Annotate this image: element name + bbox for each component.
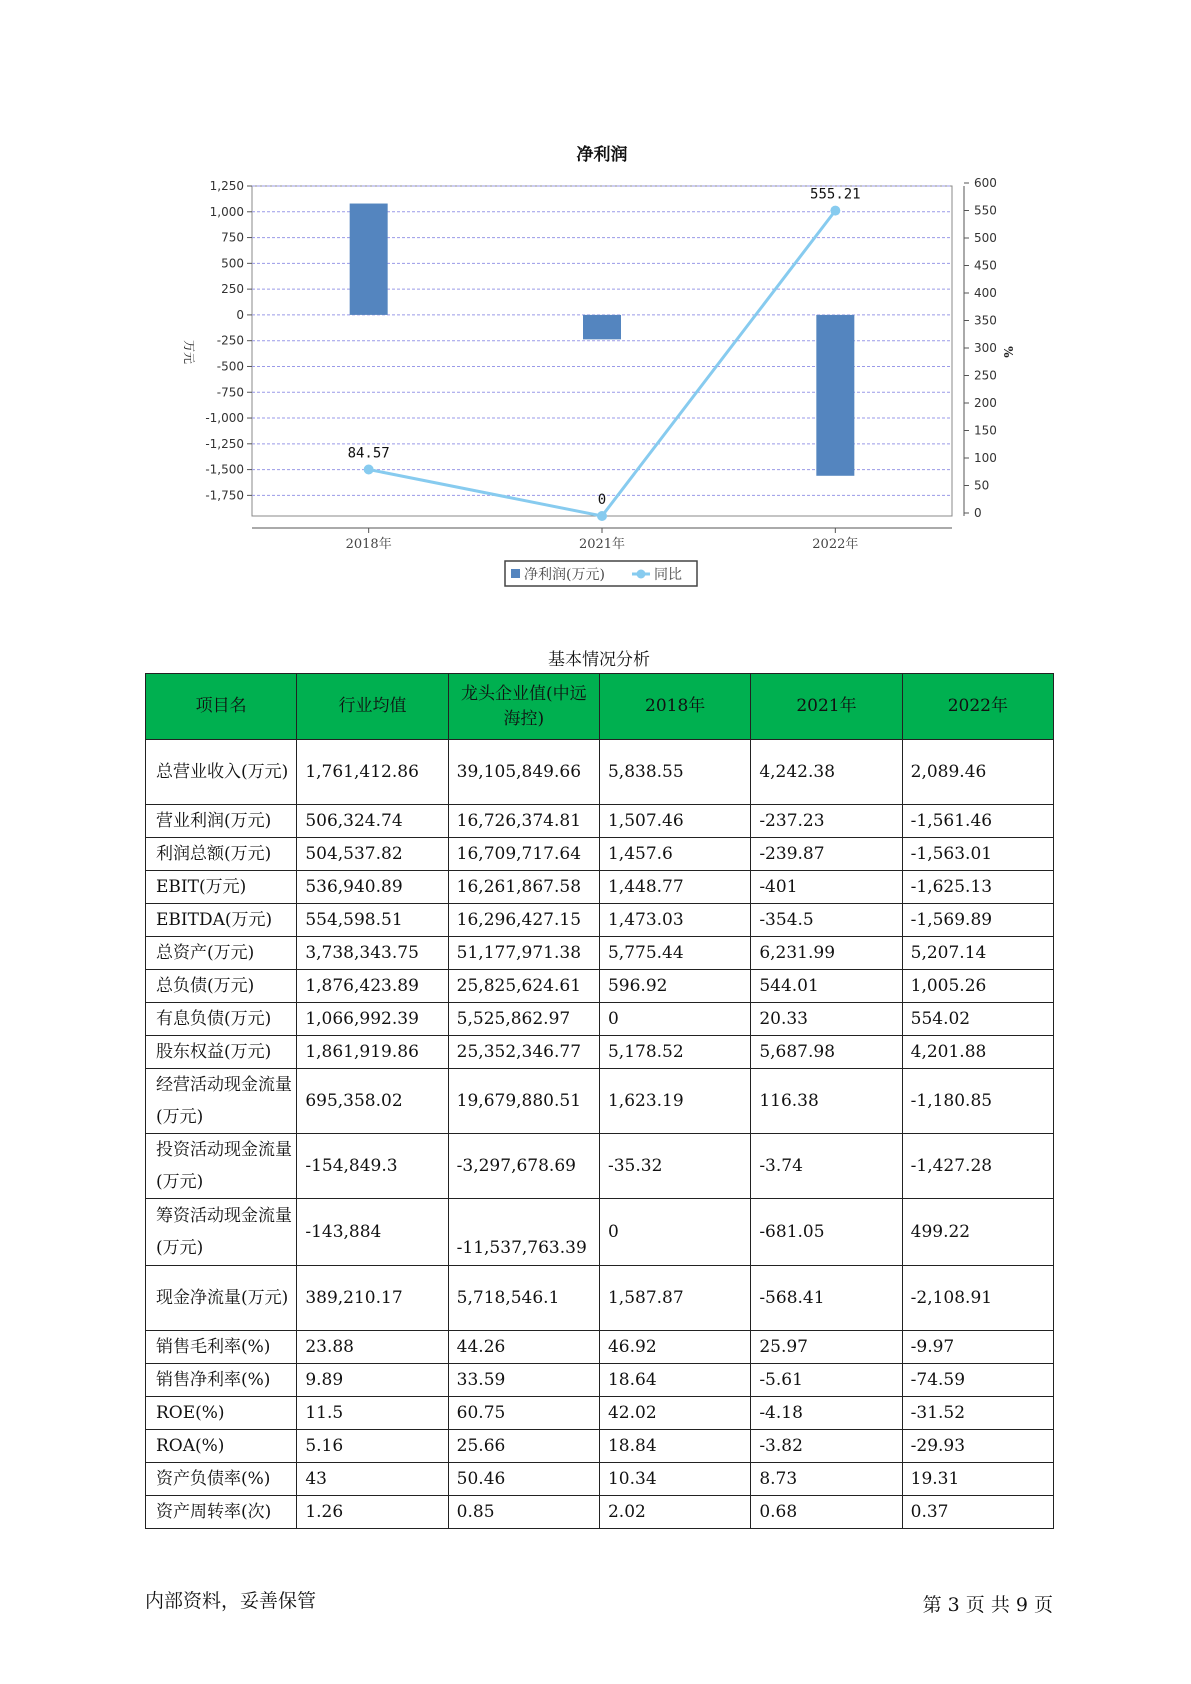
x-tick-label: 2018年 [345,537,392,552]
value-cell: 9.89 [297,1364,448,1397]
row-name-cell: 总营业收入(万元) [146,740,297,805]
bar [816,315,854,476]
value-cell: 1,066,992.39 [297,1003,448,1036]
value-cell: 18.64 [599,1364,750,1397]
y-tick-label: 750 [221,230,244,245]
row-name-cell: 有息负债(万元) [146,1003,297,1036]
chart-canvas [0,0,1191,600]
value-cell: 5,687.98 [751,1036,902,1069]
line-point [830,206,840,216]
value-cell: 2,089.46 [902,740,1053,805]
y2-tick-label: 50 [974,478,990,493]
y2-tick-label: 550 [974,203,997,218]
value-cell: -1,563.01 [902,838,1053,871]
header-cell: 2021年 [751,674,902,740]
value-cell: 16,726,374.81 [448,805,599,838]
y-tick-label: 0 [236,307,244,322]
value-cell: 536,940.89 [297,871,448,904]
net-profit-chart [0,0,1191,600]
value-cell: -74.59 [902,1364,1053,1397]
y-tick-label: -1,750 [205,488,244,503]
row-name-cell: ROE(%) [146,1397,297,1430]
value-cell: 5,207.14 [902,937,1053,970]
value-cell: 20.33 [751,1003,902,1036]
value-cell: 1,861,919.86 [297,1036,448,1069]
legend-label: 净利润(万元) [524,567,605,583]
value-cell: 19.31 [902,1463,1053,1496]
header-cell: 龙头企业值(中远海控) [448,674,599,740]
footer-page-number: 第 3 页 共 9 页 [922,1594,1053,1616]
value-cell: 25,825,624.61 [448,970,599,1003]
x-tick-label: 2022年 [812,537,859,552]
value-cell: 11.5 [297,1397,448,1430]
value-cell: 10.34 [599,1463,750,1496]
y-tick-label: -250 [216,333,244,348]
value-cell: -143,884 [297,1199,448,1266]
value-cell: 1,587.87 [599,1266,750,1331]
value-cell: 43 [297,1463,448,1496]
value-cell: -1,427.28 [902,1134,1053,1199]
table-row [146,740,1054,805]
value-cell: 19,679,880.51 [448,1069,599,1134]
value-cell: -239.87 [751,838,902,871]
value-cell: -2,108.91 [902,1266,1053,1331]
bar [583,315,621,339]
value-cell: 16,296,427.15 [448,904,599,937]
value-cell: 3,738,343.75 [297,937,448,970]
table-row [146,1003,1054,1036]
value-cell: 5,775.44 [599,937,750,970]
y2-tick-label: 500 [974,231,997,245]
value-cell: 1,623.19 [599,1069,750,1134]
value-cell: 544.01 [751,970,902,1003]
header-cell: 2018年 [599,674,750,740]
value-cell: 1,448.77 [599,871,750,904]
table-row [146,1069,1054,1134]
value-cell: -1,180.85 [902,1069,1053,1134]
value-cell: 8.73 [751,1463,902,1496]
value-cell: 25.97 [751,1331,902,1364]
table-row [146,970,1054,1003]
row-name-cell: 销售净利率(%) [146,1364,297,1397]
table-row [146,1364,1054,1397]
y2-tick-label: 200 [974,396,997,410]
row-name-cell: 经营活动现金流量(万元) [146,1069,297,1134]
table-row [146,1463,1054,1496]
value-cell: -3,297,678.69 [448,1134,599,1199]
row-name-cell: 利润总额(万元) [146,838,297,871]
value-cell: -1,561.46 [902,805,1053,838]
legend-swatch-bar [511,569,520,578]
value-cell: 16,709,717.64 [448,838,599,871]
value-cell: 5,178.52 [599,1036,750,1069]
basic-analysis-table [145,673,1054,1529]
y-tick-label: -750 [216,385,244,400]
value-cell: 4,201.88 [902,1036,1053,1069]
value-cell: 0 [599,1199,750,1266]
row-name-cell: EBIT(万元) [146,871,297,904]
table-row [146,1397,1054,1430]
value-cell: 596.92 [599,970,750,1003]
value-cell: 5,838.55 [599,740,750,805]
value-cell: 51,177,971.38 [448,937,599,970]
y2-tick-label: 0 [974,506,982,520]
value-cell: 554,598.51 [297,904,448,937]
value-cell: 1.26 [297,1496,448,1529]
value-cell: 16,261,867.58 [448,871,599,904]
row-name-cell: 筹资活动现金流量(万元) [146,1199,297,1266]
y-axis-label: 万元 [182,339,196,365]
data-label: 0 [597,492,607,508]
value-cell: -35.32 [599,1134,750,1199]
value-cell: 5.16 [297,1430,448,1463]
value-cell: -1,569.89 [902,904,1053,937]
y-tick-label: -1,500 [205,462,244,477]
table-row [146,1199,1054,1266]
value-cell: 44.26 [448,1331,599,1364]
value-cell: 506,324.74 [297,805,448,838]
row-name-cell: 销售毛利率(%) [146,1331,297,1364]
y2-tick-label: 600 [974,176,997,190]
value-cell: 0.68 [751,1496,902,1529]
table-row [146,1036,1054,1069]
value-cell: -354.5 [751,904,902,937]
line-point [597,511,607,521]
value-cell: 1,876,423.89 [297,970,448,1003]
table-caption: 基本情况分析 [548,650,650,670]
value-cell: -568.41 [751,1266,902,1331]
value-cell: 0.37 [902,1496,1053,1529]
header-cell: 行业均值 [297,674,448,740]
table-row [146,1496,1054,1529]
value-cell: 42.02 [599,1397,750,1430]
value-cell: 499.22 [902,1199,1053,1266]
line-point [364,464,374,474]
value-cell: 25,352,346.77 [448,1036,599,1069]
row-name-cell: EBITDA(万元) [146,904,297,937]
value-cell: -29.93 [902,1430,1053,1463]
value-cell: 5,718,546.1 [448,1266,599,1331]
value-cell: 389,210.17 [297,1266,448,1331]
y2-tick-label: 450 [974,258,997,273]
footer-confidential-note: 内部资料，妥善保管 [145,1590,317,1612]
y-tick-label: -500 [216,359,244,374]
value-cell: 1,761,412.86 [297,740,448,805]
chart-title: 净利润 [576,145,628,165]
y-tick-label: 1,250 [209,179,244,193]
row-name-cell: 总负债(万元) [146,970,297,1003]
table-row [146,805,1054,838]
row-name-cell: 资产负债率(%) [146,1463,297,1496]
value-cell: 46.92 [599,1331,750,1364]
value-cell: 1,473.03 [599,904,750,937]
value-cell: 33.59 [448,1364,599,1397]
y-tick-label: 250 [221,282,244,297]
header-cell: 项目名 [146,674,297,740]
value-cell: 6,231.99 [751,937,902,970]
y2-tick-label: 400 [974,286,997,300]
row-name-cell: 现金净流量(万元) [146,1266,297,1331]
y-tick-label: 1,000 [209,204,244,219]
data-label: 555.21 [810,186,861,203]
value-cell: -681.05 [751,1199,902,1266]
value-cell: -4.18 [751,1397,902,1430]
value-cell: -3.82 [751,1430,902,1463]
value-cell: 39,105,849.66 [448,740,599,805]
series-line [369,211,836,516]
value-cell: 23.88 [297,1331,448,1364]
value-cell: -1,625.13 [902,871,1053,904]
value-cell: 60.75 [448,1397,599,1430]
y2-tick-label: 150 [974,423,997,438]
value-cell: 1,005.26 [902,970,1053,1003]
legend-label: 同比 [654,567,682,583]
value-cell: 504,537.82 [297,838,448,871]
value-cell: 0.85 [448,1496,599,1529]
value-cell: 116.38 [751,1069,902,1134]
row-name-cell: 营业利润(万元) [146,805,297,838]
y-tick-label: 500 [221,256,244,271]
value-cell: 0 [599,1003,750,1036]
value-cell: 4,242.38 [751,740,902,805]
y2-tick-label: 100 [974,451,997,465]
value-cell: 1,457.6 [599,838,750,871]
y2-tick-label: 350 [974,313,997,328]
row-name-cell: 投资活动现金流量(万元) [146,1134,297,1199]
y-tick-label: -1,000 [205,411,244,426]
value-cell: -237.23 [751,805,902,838]
table-row [146,1331,1054,1364]
value-cell: 554.02 [902,1003,1053,1036]
value-cell: 2.02 [599,1496,750,1529]
row-name-cell: 总资产(万元) [146,937,297,970]
value-cell: 18.84 [599,1430,750,1463]
value-cell: -154,849.3 [297,1134,448,1199]
y2-axis-label: % [1001,346,1015,358]
table-row [146,1134,1054,1199]
value-cell: 25.66 [448,1430,599,1463]
value-cell: -5.61 [751,1364,902,1397]
row-name-cell: 资产周转率(次) [146,1496,297,1529]
table-header-row [146,674,1054,740]
table-row [146,1266,1054,1331]
value-cell: -3.74 [751,1134,902,1199]
bar [350,204,388,315]
table-row [146,904,1054,937]
value-cell: -9.97 [902,1331,1053,1364]
header-cell: 2022年 [902,674,1053,740]
value-cell: 695,358.02 [297,1069,448,1134]
value-cell: -31.52 [902,1397,1053,1430]
row-name-cell: ROA(%) [146,1430,297,1463]
value-cell: 1,507.46 [599,805,750,838]
table-row [146,937,1054,970]
y2-tick-label: 250 [974,368,997,383]
x-tick-label: 2021年 [578,537,626,552]
table-body [146,740,1054,1529]
row-name-cell: 股东权益(万元) [146,1036,297,1069]
table-row [146,838,1054,871]
value-cell: -401 [751,871,902,904]
table-row [146,1430,1054,1463]
y2-tick-label: 300 [974,341,997,355]
y-tick-label: -1,250 [205,436,244,451]
value-cell: -11,537,763.39 [448,1199,599,1266]
value-cell: 5,525,862.97 [448,1003,599,1036]
legend-swatch-point [637,570,646,579]
value-cell: 50.46 [448,1463,599,1496]
table-row [146,871,1054,904]
data-label: 84.57 [347,445,390,462]
